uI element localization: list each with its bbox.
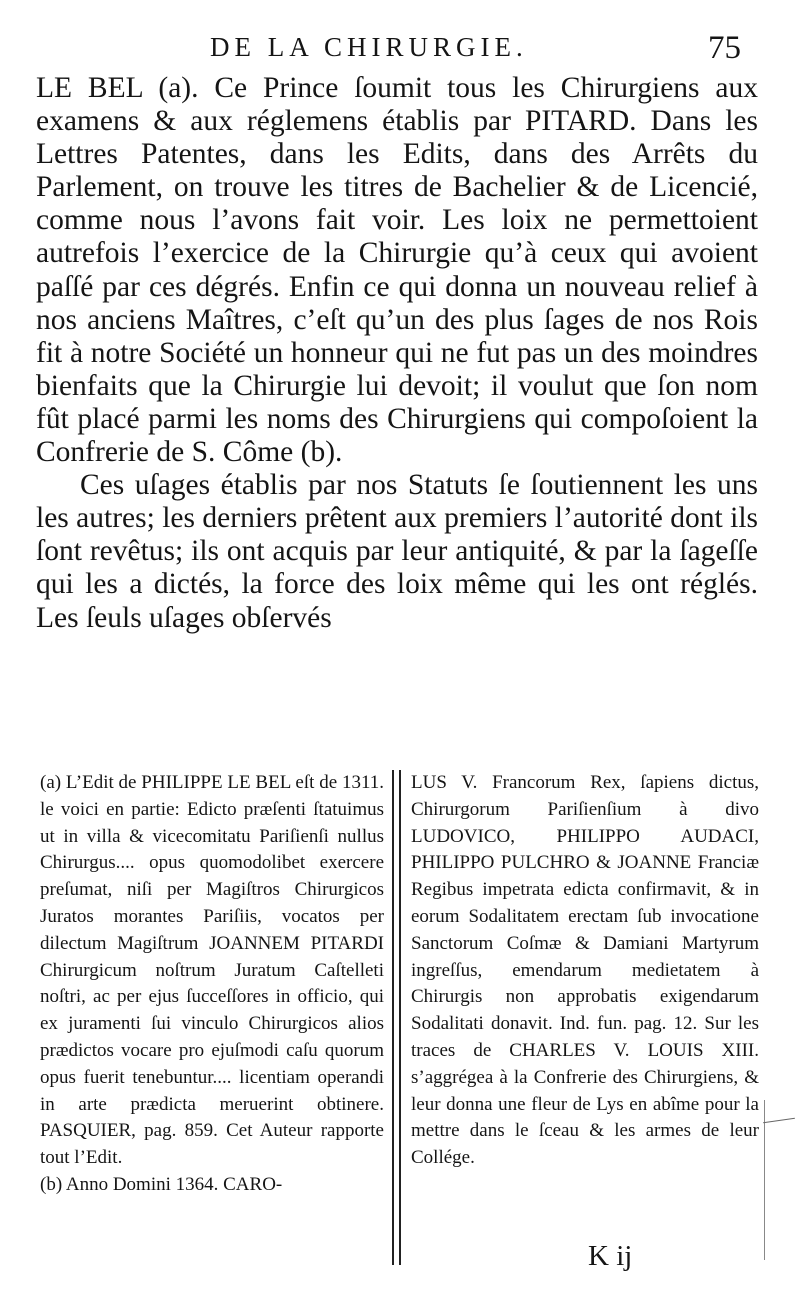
page-number: 75 <box>708 30 741 66</box>
footnote-a: (a) L’Edit de PHILIPPE LE BEL eſt de 1311. le voici en partie: Edicto præſenti ſtatuimus ut in villa & vicecomitatu Pariſienſi nullus Chirurgus.... opus quomodolibet exercere preſumat, niſi per Magiſtros Chirurgicos Juratos morantes Pariſiis, vocatos per dilectum Magiſtrum JOANNEM PITARDI Chirurgicum noſtrum Juratum Caſtelleti noſtri, ac per ejus ſucceſſores in officio, qui ex juramenti ſui vinculo Chirurgicos alios prædictos vocare pro ejuſmodi caſu quorum opus fuerit tenebuntur.... licentiam operandi in arte prædicta meruerint obtinere. PASQUIER, pag. 859. Cet Auteur rapporte tout l’Edit. <box>40 772 384 1169</box>
footnote-b-continued: LUS V. Francorum Rex, ſapiens dictus, Chirurgorum Pariſienſium à divo LUDOVICO, PHILIPPO AUDACI, PHILIPPO PULCHRO & JOANNE Franciæ Regibus impetrata edicta confirmavit, & in eorum Sodalitatem erectam ſub invocatione Sanctorum Coſmæ & Damiani Martyrum ingreſſus, emendarum medietatem à Chirurgis non approbatis exigendarum Sodalitati donavit. Ind. fun. pag. 12. Sur les traces de CHARLES V. LOUIS XIII. s’aggrégea à la Confrerie des Chirurgiens, & leur donna une fleur de Lys en abîme pour la mettre dans le ſceau & les armes de leur Collége. <box>411 772 759 1169</box>
footnote-b: (b) Anno Domini 1364. CARO- <box>40 1173 283 1195</box>
footnote-column-left <box>40 770 384 1199</box>
column-divider <box>392 770 401 1265</box>
running-title: DE LA CHIRURGIE. <box>210 32 528 62</box>
running-head <box>0 30 800 74</box>
footnotes <box>0 770 800 1270</box>
signature-mark: K ij <box>588 1240 633 1272</box>
footnote-column-right <box>411 770 759 1172</box>
main-text <box>36 72 758 635</box>
paragraph-2: Ces uſages établis par nos Statuts ſe ſoutiennent les uns les autres; les derniers prêtent aux premiers l’autorité dont ils ſont revêtus; ils ont acquis par leur antiquité, & par la ſageſſe qui les a dictés, la force des loix même qui les ont réglés. Les ſeuls uſages obſervés <box>36 469 758 634</box>
margin-line <box>764 1100 765 1260</box>
paragraph-1: LE BEL (a). Ce Prince ſoumit tous les Chirurgiens aux examens & aux réglemens établis par PITARD. Dans les Lettres Patentes, dans les Edits, dans des Arrêts du Parlement, on trouve les titres de Bachelier & de Licencié, comme nous l’avons fait voir. Les loix ne permettoient autrefois l’exercice de la Chirurgie qu’à ceux qui avoient paſſé par ces dégrés. Enfin ce qui donna un nouveau relief à nos anciens Maîtres, c’eſt qu’un des plus ſages de nos Rois fit à notre Société un honneur qui ne fut pas un des moindres bienfaits que la Chirurgie lui devoit; il voulut que ſon nom fût placé parmi les noms des Chirurgiens qui compoſoient la Confrerie de S. Côme (b). <box>36 72 758 469</box>
